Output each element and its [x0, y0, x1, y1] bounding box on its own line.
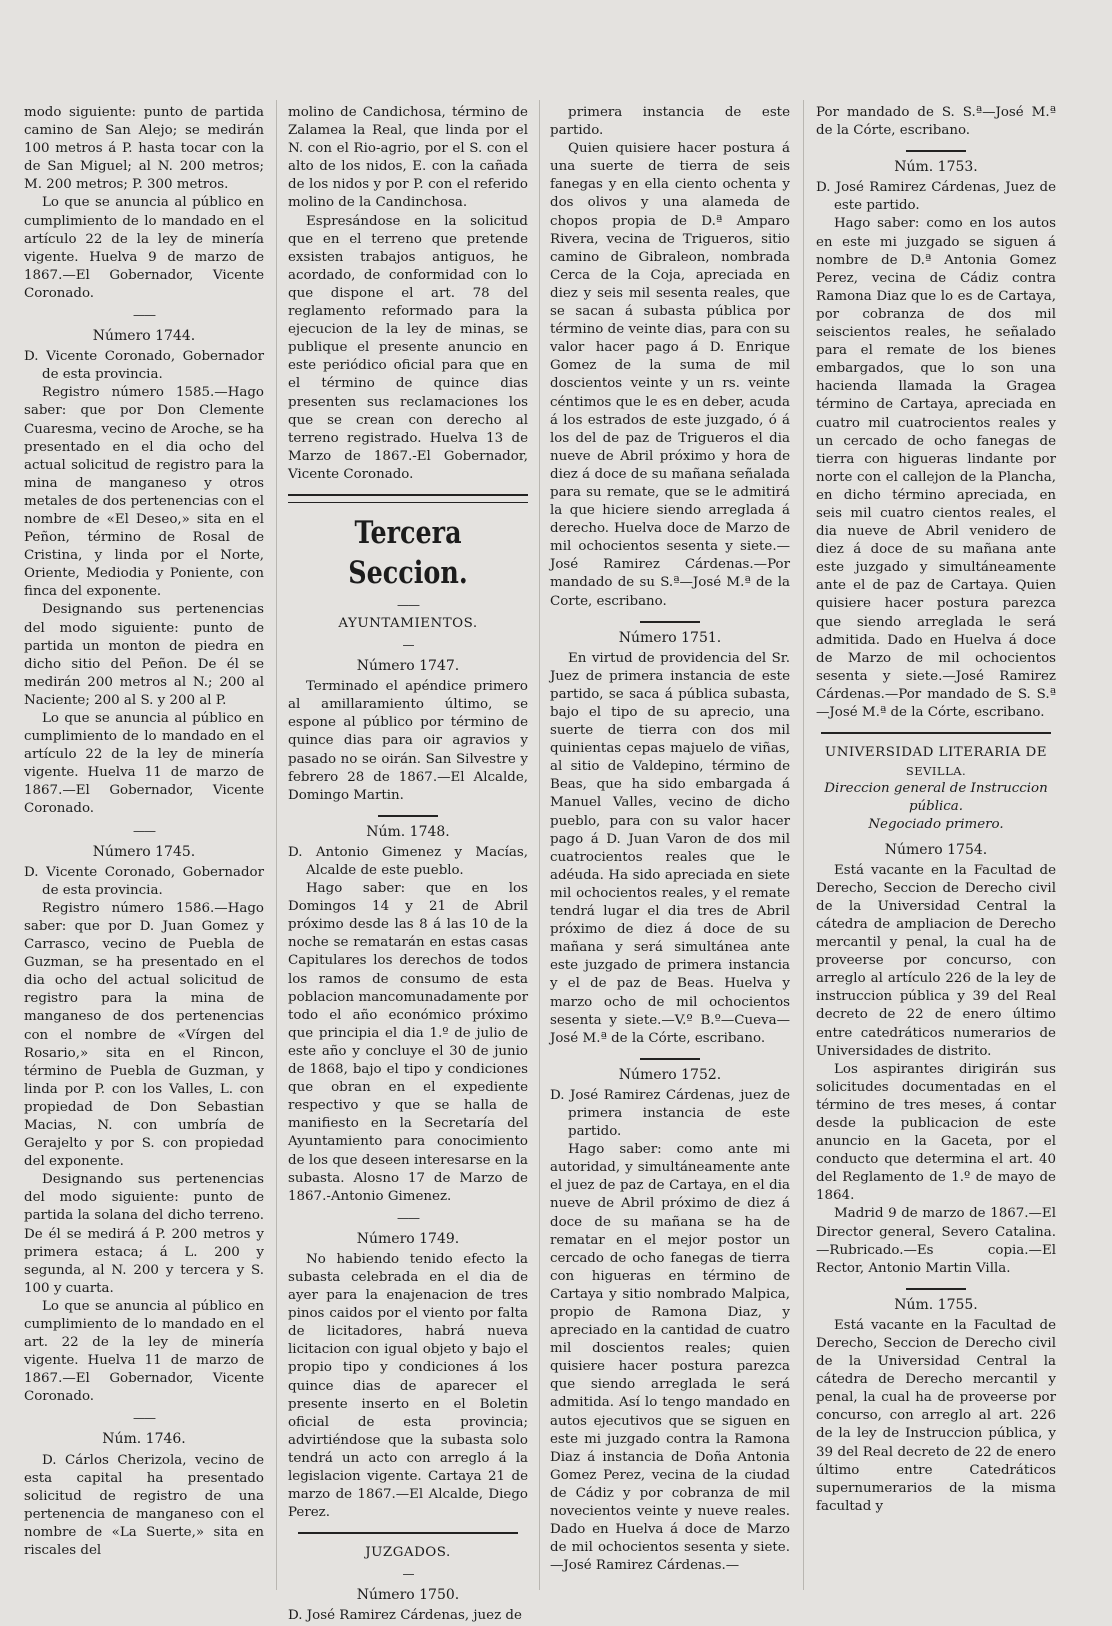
paragraph: Registro número 1585.—Hago saber: que por Don Clemente Cuaresma, vecino de Aroche, se ha presentado en el dia ocho del actual solicitud de registro para la mina de manganeso y otros metales de dos pertenencias con el nombre de «El Deseo,» sita en el Peñon, término de Rosal de Cristina, y linda por el Norte, Oriente, Mediodia y Poniente, con finca del exponente.: [24, 385, 264, 600]
paragraph: No habiendo tenido efecto la subasta celebrada en el dia de ayer para la enajenacion de tres pinos caidos por el viento por falta de licitadores, habrá nueva licitacion con igual objeto y bajo el propio tipo y condiciones á los quince dias de aparecer el presente inserto en el Boletin oficial de esta provincia; advirtiéndose que la subasta solo tendrá un acto con arreglo á la legislacion vigente. Cartaya 21 de marzo de 1867.—El Alcalde, Diego Perez.: [288, 1251, 528, 1521]
separator-bar: [640, 1058, 700, 1060]
institution-heading: UNIVERSIDAD LITERARIA DE: [824, 745, 1048, 761]
paragraph: primera instancia de este partido.: [550, 105, 790, 139]
separator: —: [402, 638, 414, 653]
paragraph: Designando sus pertenencias del modo siguiente: punto de partida un monton de piedra en dicho sitio del Peñon. De él se medirán 200 metros al N.; 200 al Naciente; 200 al S. y 200 al P.: [24, 602, 264, 708]
notice-heading: D. Vicente Coronado, Gobernador de esta provincia.: [24, 349, 264, 383]
section-title: Tercera Seccion.: [348, 514, 468, 591]
section-rule: [288, 494, 528, 503]
section-rule: [298, 1532, 518, 1534]
paragraph: Los aspirantes dirigirán sus solicitudes documentadas en el término de tres meses, á contar desde la publicacion de este anuncio en la Gaceta, por el conducto que determina el art. 40 del Reglamento de 1.º de mayo de 1864.: [816, 1061, 1056, 1204]
paragraph: modo siguiente: punto de partida camino de San Alejo; se medirán 100 metros á P. hasta tocar con la de San Miguel; al N. 200 metros; M. 200 metros; P. 300 metros.: [24, 105, 264, 193]
column-2: [288, 104, 528, 1626]
paragraph: En virtud de providencia del Sr. Juez de primera instancia de este partido, se saca á pública subasta, bajo el tipo de su aprecio, una suerte de tierra con dos mil quinientas cepas majuelo de viñas, al sitio de Valdepino, término de Beas, que ha sido embargada á Manuel Valles, vecino de dicho pueblo, para con su valor hacer pago á D. Juan Varon de dos mil cuatrocientos reales que le adéuda. Ha sido apreciada en siete mil ochocientos reales, y el remate tendrá lugar el dia tres de Abril próximo de diez á doce de su mañana y será simultánea ante este juzgado de primera instancia y el de paz de Beas. Huelva y marzo ocho de mil ochocientos sesenta y siete.—V.º B.º—Cueva—José M.ª de la Córte, escribano.: [550, 650, 790, 1046]
paragraph: Hago saber: como ante mi autoridad, y simultáneamente ante el juez de paz de Cartaya, en el dia nueve de Abril próximo de diez á doce de su mañana se ha de rematar en el mejor postor un cercado de ocho fanegas de tierra con higueras en término de Cartaya y sitio nombrado Malpica, propio de Ramona Diaz, y apreciado en la cantidad de cuatro mil doscientos reales; quien quisiere hacer postura parezca que siendo arreglada le será admitida. Así lo tengo mandado en autos ejecutivos que se siguen en este mi juzgado contra la Ramona Diaz á instancia de Doña Antonia Gomez Perez, vecina de la ciudad de Cádiz y por cobranza de mil novecientos veinte y nueve reales. Dado en Huelva á doce de Marzo de mil ochocientos sesenta y siete.—José Ramirez Cárdenas.—: [550, 1142, 790, 1574]
separator: —: [402, 1567, 414, 1582]
notice-number: Núm. 1753.: [894, 159, 978, 176]
separator: ——: [133, 308, 155, 323]
notice-number: Número 1754.: [884, 841, 988, 858]
column-1: [24, 104, 264, 1560]
paragraph: Quien quisiere hacer postura á una suerte de tierra de seis fanegas y en ella ciento ochenta y dos olivos y una alameda de chopos propia de D.ª Amparo Rivera, vecina de Trigueros, sitio camino de Gibraleon, nombrada Cerca de la Coja, apreciada en diez y seis mil sesenta reales, que se sacan á subasta pública por término de veinte dias, para con su valor hacer pago á D. Enrique Gomez de la suma de mil doscientos veinte y un rs. veinte céntimos que le es en deber, acuda á los estrados de este juzgado, ó á los del de paz de Trigueros el dia nueve de Abril próximo y hora de diez á doce de su mañana señalada para su remate, que se le admitirá la que hiciere siendo arreglada á derecho. Huelva doce de Marzo de mil ochocientos sesenta y siete.—José Ramirez Cárdenas.—Por mandado de su S.ª—José M.ª de la Corte, escribano.: [550, 141, 790, 609]
separator-bar: [906, 1288, 966, 1290]
paragraph: Espresándose en la solicitud que en el terreno que pretende exsisten trabajos antiguos, he acordado, de conformidad con lo que dispone el art. 78 del reglamento reformado para la ejecucion de la ley de minas, se publique el presente anuncio en este periódico oficial para que en el término de quince dias presenten sus reclamaciones los que se crean con derecho al terreno registrado. Huelva 13 de Marzo de 1867.-El Gobernador, Vicente Coronado.: [288, 213, 528, 482]
paragraph: Hago saber: que en los Domingos 14 y 21 de Abril próximo desde las 8 á las 10 de la noche se rematarán en estas casas Capitulares los derechos de todos los ramos de consumo de esta poblacion mancomunadamente por todo el año económico próximo que principia el dia 1.º de julio de este año y concluye el 30 de junio de 1868, bajo el tipo y condiciones que obran en el expediente respectivo y que se halla de manifiesto en la Secretaría del Ayuntamiento para conocimiento de los que deseen interesarse en la subasta. Alosno 17 de Marzo de 1867.-Antonio Gimenez.: [288, 881, 528, 1204]
separator: ——: [397, 597, 419, 612]
paragraph: Por mandado de S. S.ª—José M.ª de la Córte, escribano.: [816, 105, 1056, 139]
separator-bar: [640, 621, 700, 623]
paragraph: Terminado el apéndice primero al amillaramiento último, se espone al público por término de quince dias para oir agravios y pasado no se oirán. San Silvestre y febrero 28 de 1867.—El Alcalde, Domingo Martin.: [288, 679, 528, 803]
department-heading: Direccion general de Instruccion pública.: [824, 781, 1048, 815]
column-divider: [276, 100, 277, 1590]
paragraph: Lo que se anuncia al público en cumplimiento de lo mandado en el artículo 22 de la ley de minería vigente. Huelva 9 de marzo de 1867.—El Gobernador, Vicente Coronado.: [24, 195, 264, 301]
separator-bar: [378, 815, 438, 817]
paragraph: Lo que se anuncia al público en cumplimiento de lo mandado en el art. 22 de la ley de minería vigente. Huelva 11 de marzo de 1867.—El Gobernador, Vicente Coronado.: [24, 1298, 264, 1405]
notice-heading: D. José Ramirez Cárdenas, juez de primera instancia de este partido.: [550, 1087, 790, 1140]
column-4: [816, 104, 1056, 1516]
notice-heading: D. Antonio Gimenez y Macías, Alcalde de este pueblo.: [288, 844, 528, 878]
separator: ——: [397, 1210, 419, 1225]
office-heading: Negociado primero.: [868, 817, 1004, 833]
separator: ——: [133, 1411, 155, 1426]
paragraph: D. Cárlos Cherizola, vecino de esta capital ha presentado solicitud de registro de una pertenencia de manganeso con el nombre de «La Suerte,» sita en riscales del: [24, 1452, 264, 1559]
category-heading: AYUNTAMIENTOS.: [338, 615, 478, 631]
notice-heading: D. José Ramirez Cárdenas, juez de: [288, 1608, 522, 1624]
column-divider: [539, 100, 540, 1590]
paragraph: Designando sus pertenencias del modo siguiente: punto de partida la solana del dicho terreno. De él se medirá á P. 200 metros y primera estaca; á L. 200 y segunda, al N. 200 y tercera y S. 100 y cuarta.: [24, 1172, 264, 1296]
notice-number: Número 1751.: [618, 629, 722, 646]
paragraph: Lo que se anuncia al público en cumplimiento de lo mandado en el artículo 22 de la ley de minería vigente. Huelva 11 de marzo de 1867.—El Gobernador, Vicente Coronado.: [24, 711, 264, 817]
column-divider: [803, 100, 804, 1590]
notice-number: Número 1745.: [92, 843, 196, 860]
paragraph: Está vacante en la Facultad de Derecho, Seccion de Derecho civil de la Universidad Central la cátedra de ampliacion de Derecho mercantil y penal, la cual ha de proveerse por concurso, con arreglo al artículo 226 de la ley de instruccion pública y 39 del Real decreto de 22 de enero último entre catedráticos numerarios de Universidades de distrito.: [816, 862, 1056, 1059]
notice-number: Número 1744.: [92, 328, 196, 345]
notice-heading: D. José Ramirez Cárdenas, Juez de este partido.: [816, 180, 1056, 214]
separator-bar: [906, 150, 966, 152]
notice-number: Núm. 1755.: [894, 1296, 978, 1313]
paragraph: Madrid 9 de marzo de 1867.—El Director general, Severo Catalina.—Rubricado.—Es copia.—El Rector, Antonio Martin Villa.: [816, 1206, 1056, 1276]
category-heading: JUZGADOS.: [365, 1545, 451, 1561]
section-rule: [821, 732, 1051, 734]
notice-number: Núm. 1748.: [366, 823, 450, 840]
paragraph: Está vacante en la Facultad de Derecho, Seccion de Derecho civil de la Universidad Central la cátedra de Derecho mercantil y penal, la cual ha de proveerse por concurso, con arreglo al art. 226 de la ley de Instruccion pública, y 39 del Real decreto de 22 de enero último entre Catedráticos supernumerarios de la misma facultad y: [816, 1317, 1056, 1514]
separator: ——: [133, 823, 155, 838]
notice-number: Número 1747.: [356, 658, 460, 675]
institution-city: SEVILLA.: [905, 764, 967, 779]
paragraph: Registro número 1586.—Hago saber: que por D. Juan Gomez y Carrasco, vecino de Puebla de Guzman, se ha presentado en el dia ocho del actual solicitud de registro para la mina de manganeso de dos pertenencias con el nombre de «Vírgen del Rosario,» sita en el Rincon, término de Puebla de Guzman, y linda por P. con los Valles, L. con propiedad de Don Sebastian Macias, N. con umbría de Gerajelto y por S. con propiedad del exponente.: [24, 900, 264, 1170]
notice-number: Núm. 1746.: [102, 1431, 186, 1448]
paragraph: Hago saber: como en los autos en este mi juzgado se siguen á nombre de D.ª Antonia Gomez Perez, vecina de Cádiz contra Ramona Diaz que lo es de Cartaya, por cobranza de dos mil seiscientos reales, he señalado para el remate de los bienes embargados, que lo son una hacienda llamada la Gragea término de Cartaya, apreciada en cuatro mil cuatrocientos reales y un cercado de ocho fanegas de tierra con higueras lindante por norte con el callejon de la Plancha, en dicho término apreciada, en seis mil cuatro cientos reales, el dia nueve de Abril venidero de diez á doce de su mañana ante este juzgado y simultáneamente ante el de paz de Cartaya. Quien quisiere hacer postura parezca que siendo arreglada le será admitida. Dado en Huelva á doce de Marzo de mil ochocientos sesenta y siete.—José Ramirez Cárdenas.—Por mandado de S. S.ª—José M.ª de la Córte, escribano.: [816, 216, 1056, 720]
notice-heading: D. Vicente Coronado, Gobernador de esta provincia.: [24, 864, 264, 898]
paragraph: molino de Candichosa, término de Zalamea la Real, que linda por el N. con el Rio-agrio, por el S. con el alto de los nidos, E. con la cañada de los nidos y por P. con el referido molino de la Candinchosa.: [288, 105, 528, 211]
column-3: [550, 104, 790, 1575]
notice-number: Número 1750.: [356, 1587, 460, 1604]
notice-number: Número 1749.: [356, 1230, 460, 1247]
notice-number: Número 1752.: [618, 1066, 722, 1083]
